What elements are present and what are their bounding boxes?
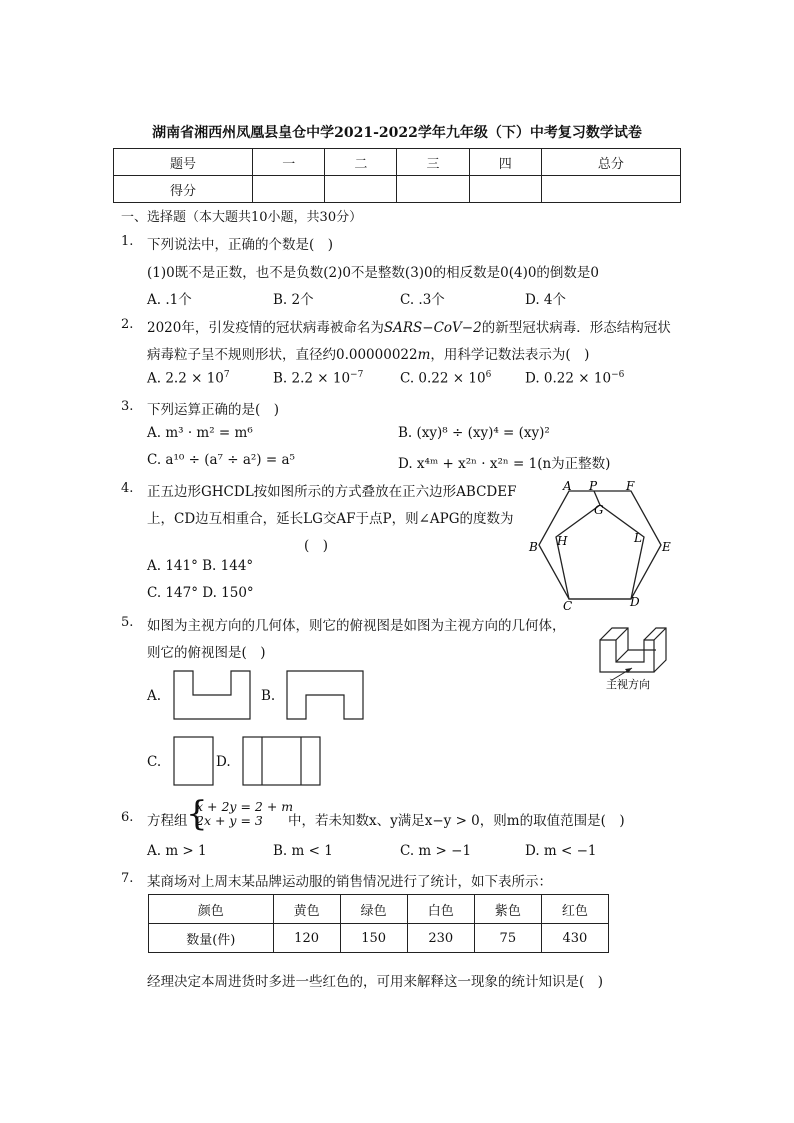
question-number: 6. bbox=[121, 810, 134, 825]
table-cell: 题号 bbox=[114, 149, 253, 176]
solid-edge bbox=[616, 628, 628, 640]
shape bbox=[287, 671, 363, 719]
option-b-label: B. bbox=[261, 688, 276, 704]
exponent: 6 bbox=[485, 370, 492, 380]
table-cell: 四 bbox=[469, 149, 541, 176]
text-fragment: ，用科学记数法表示为( ) bbox=[430, 347, 590, 363]
pentagon-shape bbox=[556, 505, 644, 599]
table-cell bbox=[541, 176, 680, 203]
text-fragment: 病毒粒子呈不规则形状，直径约0.00000022 bbox=[147, 347, 418, 363]
option-d bbox=[525, 370, 624, 387]
table-cell: 120 bbox=[273, 924, 340, 953]
option-a: A. m > 1 bbox=[147, 843, 207, 859]
option-b-figure bbox=[286, 670, 366, 720]
question-text: 某商场对上周末某品牌运动服的销售情况进行了统计，如下表所示： bbox=[147, 874, 552, 890]
label-f: F bbox=[626, 479, 635, 493]
label-e: E bbox=[662, 540, 671, 554]
sales-table bbox=[148, 894, 609, 953]
table-cell: 230 bbox=[407, 924, 474, 953]
table-cell bbox=[253, 176, 325, 203]
label-g: G bbox=[594, 503, 604, 517]
table-cell: 颜色 bbox=[149, 895, 274, 924]
question-text: 经理决定本周进货时多进一些红色的，可用来解释这一现象的统计知识是( ) bbox=[147, 974, 604, 990]
option-a: A. m³ · m² = m⁶ bbox=[147, 425, 253, 441]
equation-2: 2x + y = 3 bbox=[196, 813, 263, 828]
exponent: −6 bbox=[611, 370, 625, 380]
options-cd: C. 147° D. 150° bbox=[147, 585, 254, 601]
table-cell: 三 bbox=[397, 149, 469, 176]
question-number: 2. bbox=[121, 317, 134, 332]
table-cell: 红色 bbox=[541, 895, 608, 924]
shape bbox=[174, 737, 213, 785]
option-b: B. m < 1 bbox=[273, 843, 333, 859]
solid-edge bbox=[600, 628, 628, 662]
option-c: C. m > −1 bbox=[400, 843, 472, 859]
option-text: D. 0.22 × 10 bbox=[525, 370, 612, 387]
label-c: C bbox=[563, 599, 573, 613]
table-cell: 二 bbox=[325, 149, 397, 176]
option-d-label: D. bbox=[216, 754, 231, 770]
table-cell: 得分 bbox=[114, 176, 253, 203]
text-fragment: 的新型冠状病毒．形态结构冠状 bbox=[481, 320, 671, 336]
page-title: 湖南省湘西州凤凰县皇仓中学2021-2022学年九年级（下）中考复习数学试卷 bbox=[152, 125, 642, 141]
option-a: A. .1个 bbox=[147, 292, 192, 308]
table-cell bbox=[325, 176, 397, 203]
question-text: 下列说法中，正确的个数是( ) bbox=[147, 237, 334, 253]
table-cell: 紫色 bbox=[474, 895, 541, 924]
solid-3d-figure bbox=[594, 612, 676, 692]
question-text: 正五边形GHCDL按如图所示的方式叠放在正六边形ABCDEF bbox=[147, 484, 517, 500]
question-text: 下列运算正确的是( ) bbox=[147, 402, 280, 418]
question-text: ( ) bbox=[304, 538, 329, 554]
exponent: −7 bbox=[350, 370, 364, 380]
text-fragment: 2020年，引发疫情的冠状病毒被命名为 bbox=[147, 320, 384, 336]
table-row bbox=[149, 895, 609, 924]
score-table bbox=[113, 148, 681, 203]
option-c bbox=[400, 370, 491, 387]
option-a bbox=[147, 370, 230, 387]
option-d: D. 4个 bbox=[525, 292, 567, 308]
section-heading: 一、选择题（本大题共10小题，共30分） bbox=[121, 210, 363, 225]
question-number: 4. bbox=[121, 481, 134, 496]
option-text: C. 0.22 × 10 bbox=[400, 370, 486, 387]
option-text: A. 2.2 × 10 bbox=[147, 370, 224, 387]
shape bbox=[243, 737, 320, 785]
option-d: D. m < −1 bbox=[525, 843, 597, 859]
option-d-figure bbox=[242, 736, 322, 786]
question-text bbox=[147, 343, 589, 363]
question-text: 上，CD边互相重合，延长LG交AF于点P，则∠APG的度数为 bbox=[147, 511, 514, 527]
option-c: C. a¹⁰ ÷ (a⁷ ÷ a²) = a⁵ bbox=[147, 452, 295, 468]
table-cell: 430 bbox=[541, 924, 608, 953]
table-cell: 黄色 bbox=[273, 895, 340, 924]
table-cell bbox=[397, 176, 469, 203]
exponent: 7 bbox=[223, 370, 230, 380]
brace: { bbox=[186, 794, 208, 834]
shape bbox=[174, 671, 250, 719]
label-d: D bbox=[630, 595, 640, 609]
label-b: B bbox=[529, 540, 538, 554]
question-number: 1. bbox=[121, 234, 134, 249]
table-cell: 数量(件) bbox=[149, 924, 274, 953]
table-row bbox=[149, 924, 609, 953]
math-expr: SARS−CoV−2 bbox=[383, 320, 482, 336]
label-l: L bbox=[634, 531, 642, 545]
question-text: 方程组 bbox=[147, 813, 188, 829]
question-text: 如图为主视方向的几何体，则它的俯视图是如图为主视方向的几何体， bbox=[147, 618, 566, 634]
option-text: B. 2.2 × 10 bbox=[273, 370, 351, 387]
table-row bbox=[114, 149, 681, 176]
question-text: 中，若未知数x、y满足x−y > 0，则m的取值范围是( ) bbox=[288, 813, 625, 829]
table-cell bbox=[469, 176, 541, 203]
option-c-label: C. bbox=[147, 754, 162, 770]
math-expr: m bbox=[417, 347, 431, 363]
question-text bbox=[147, 316, 671, 336]
question-text: (1)0既不是正数，也不是负数(2)0不是整数(3)0的相反数是0(4)0的倒数是0 bbox=[147, 265, 600, 281]
table-cell: 150 bbox=[340, 924, 407, 953]
table-row bbox=[114, 176, 681, 203]
option-b bbox=[273, 370, 363, 387]
options-ab: A. 141° B. 144° bbox=[147, 558, 254, 574]
question-number: 7. bbox=[121, 871, 134, 886]
option-b: B. (xy)⁸ ÷ (xy)⁴ = (xy)² bbox=[398, 425, 550, 441]
option-a-figure bbox=[173, 670, 253, 720]
question-number: 3. bbox=[121, 399, 134, 414]
question-text: 则它的俯视图是( ) bbox=[147, 645, 266, 661]
equation-1: x + 2y = 2 + m bbox=[196, 799, 294, 814]
table-cell: 绿色 bbox=[340, 895, 407, 924]
option-c: C. .3个 bbox=[400, 292, 445, 308]
option-b: B. 2个 bbox=[273, 292, 314, 308]
solid-edge bbox=[654, 628, 666, 640]
option-a-label: A. bbox=[147, 688, 162, 704]
view-direction-label: 主视方向 bbox=[606, 678, 650, 691]
hexagon-pentagon-figure bbox=[525, 478, 675, 613]
label-a: A bbox=[563, 479, 572, 493]
table-cell: 75 bbox=[474, 924, 541, 953]
option-c-figure bbox=[173, 736, 215, 786]
label-p: P bbox=[589, 479, 598, 493]
solid-front-face bbox=[600, 640, 654, 672]
option-d: D. x⁴ᵐ + x²ⁿ · x²ⁿ = 1(n为正整数) bbox=[398, 456, 611, 472]
table-cell: 白色 bbox=[407, 895, 474, 924]
question-number: 5. bbox=[121, 615, 134, 630]
label-h: H bbox=[557, 534, 568, 548]
table-cell: 一 bbox=[253, 149, 325, 176]
table-cell: 总分 bbox=[541, 149, 680, 176]
